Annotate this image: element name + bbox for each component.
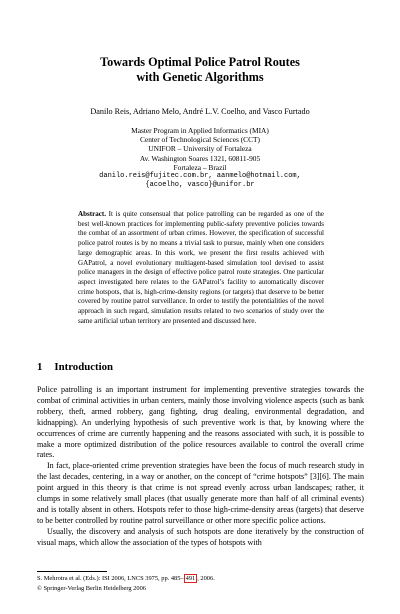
body-text (37, 385, 364, 549)
section-title: Introduction (54, 361, 114, 373)
title-line-1: Towards Optimal Police Patrol Routes (100, 55, 300, 69)
affiliation-line: Av. Washington Soares 1321, 60811-905 (139, 153, 261, 163)
abstract (78, 210, 324, 326)
paragraph: Usually, the discovery and analysis of such hotspots are done iteratively by the construction of visual maps, which allow the association of the types of hotspots with (37, 526, 364, 547)
title-line-2: with Genetic Algorithms (136, 70, 264, 84)
paragraph: Police patrolling is an important instrument for implementing preventive strategies towards the combat of criminal activities in urban centers, mainly those involving violence aspects (such as bank robbery, theft, armed robbery, gang fighting, drug dealing, environmental degradation, and kidnapping). An underlying hypothesis of such preventive work is that, by knowing where the occurrences of crime are currently happening and the reasons associated with such, it is possible to make a more optimized distribution of the police resources available to control the overall crime rates. (37, 385, 364, 460)
affiliation-line: Master Program in Applied Informatics (MIA) (131, 126, 269, 135)
section-heading (37, 361, 113, 373)
paragraph: In fact, place-oriented crime prevention strategies have been the focus of much research study in the last decades, centering, in a way or another, on the concept of “crime hotspots” [3][6]. The main point argued in this theory is that crime is not spread evenly across urban landscapes; rather, it clumps in some relatively small places (that usually generate more than half of all criminal events) and is totally absent in others. Hotspots refer to those high-crime-density areas (targets) that deserve to be better controlled by routine patrol surveillance or other more specific police actions. (37, 461, 364, 525)
section-number: 1 (37, 361, 43, 373)
email-line: {acoelho, vasco}@unifor.br (145, 181, 255, 190)
abstract-label: Abstract. (78, 210, 106, 218)
footnote (37, 574, 215, 593)
copyright-line: © Springer-Verlag Berlin Heidelberg 2006 (37, 584, 146, 592)
citation-prefix: S. Mehrotra et al. (Eds.): ISI 2006, LNCS 3975, pp. 485– (37, 575, 184, 582)
abstract-text: It is quite consensual that police patrolling can be regarded as one of the best well-known practices for implementing public-safety preventive policies towards the combat of an assortment of urban crimes. However, the specification of successful police patrol routes is by no means a trivial task to pursue, mainly when one considers large demographic areas. In this work, we present the first results achieved with GAPatrol, a novel evolutionary multiagent-based simulation tool devised to assist police managers in the design of effective police patrol route strategies. One particular aspect investigated here relates to the GAPatrol’s facility to automatically discover crime hotspots, that is, high-crime-density regions (or targets) that deserve to be better covered by routine patrol surveillance. In order to testify the potentialities of the novel approach in such regard, simulation results related to two scenarios of study over the same artificial urban territory are presented and discussed here. (78, 210, 325, 325)
page-link[interactable]: 491 (185, 575, 196, 582)
paper-title (0, 55, 400, 85)
affiliation-block (0, 126, 400, 190)
footnote-divider (37, 571, 107, 572)
citation-line (37, 574, 215, 584)
affiliation-line: Center of Technological Sciences (CCT) (139, 135, 261, 145)
affiliation-line: UNIFOR – University of Fortaleza (148, 144, 252, 154)
affiliation-line: Fortaleza – Brazil (173, 162, 227, 172)
citation-suffix: , 2006. (197, 575, 215, 582)
email-line: danilo.reis@fujitec.com.br, aanmelo@hotmail.com, (99, 172, 301, 181)
author-list: Danilo Reis, Adriano Melo, André L.V. Coelho, and Vasco Furtado (90, 107, 310, 116)
